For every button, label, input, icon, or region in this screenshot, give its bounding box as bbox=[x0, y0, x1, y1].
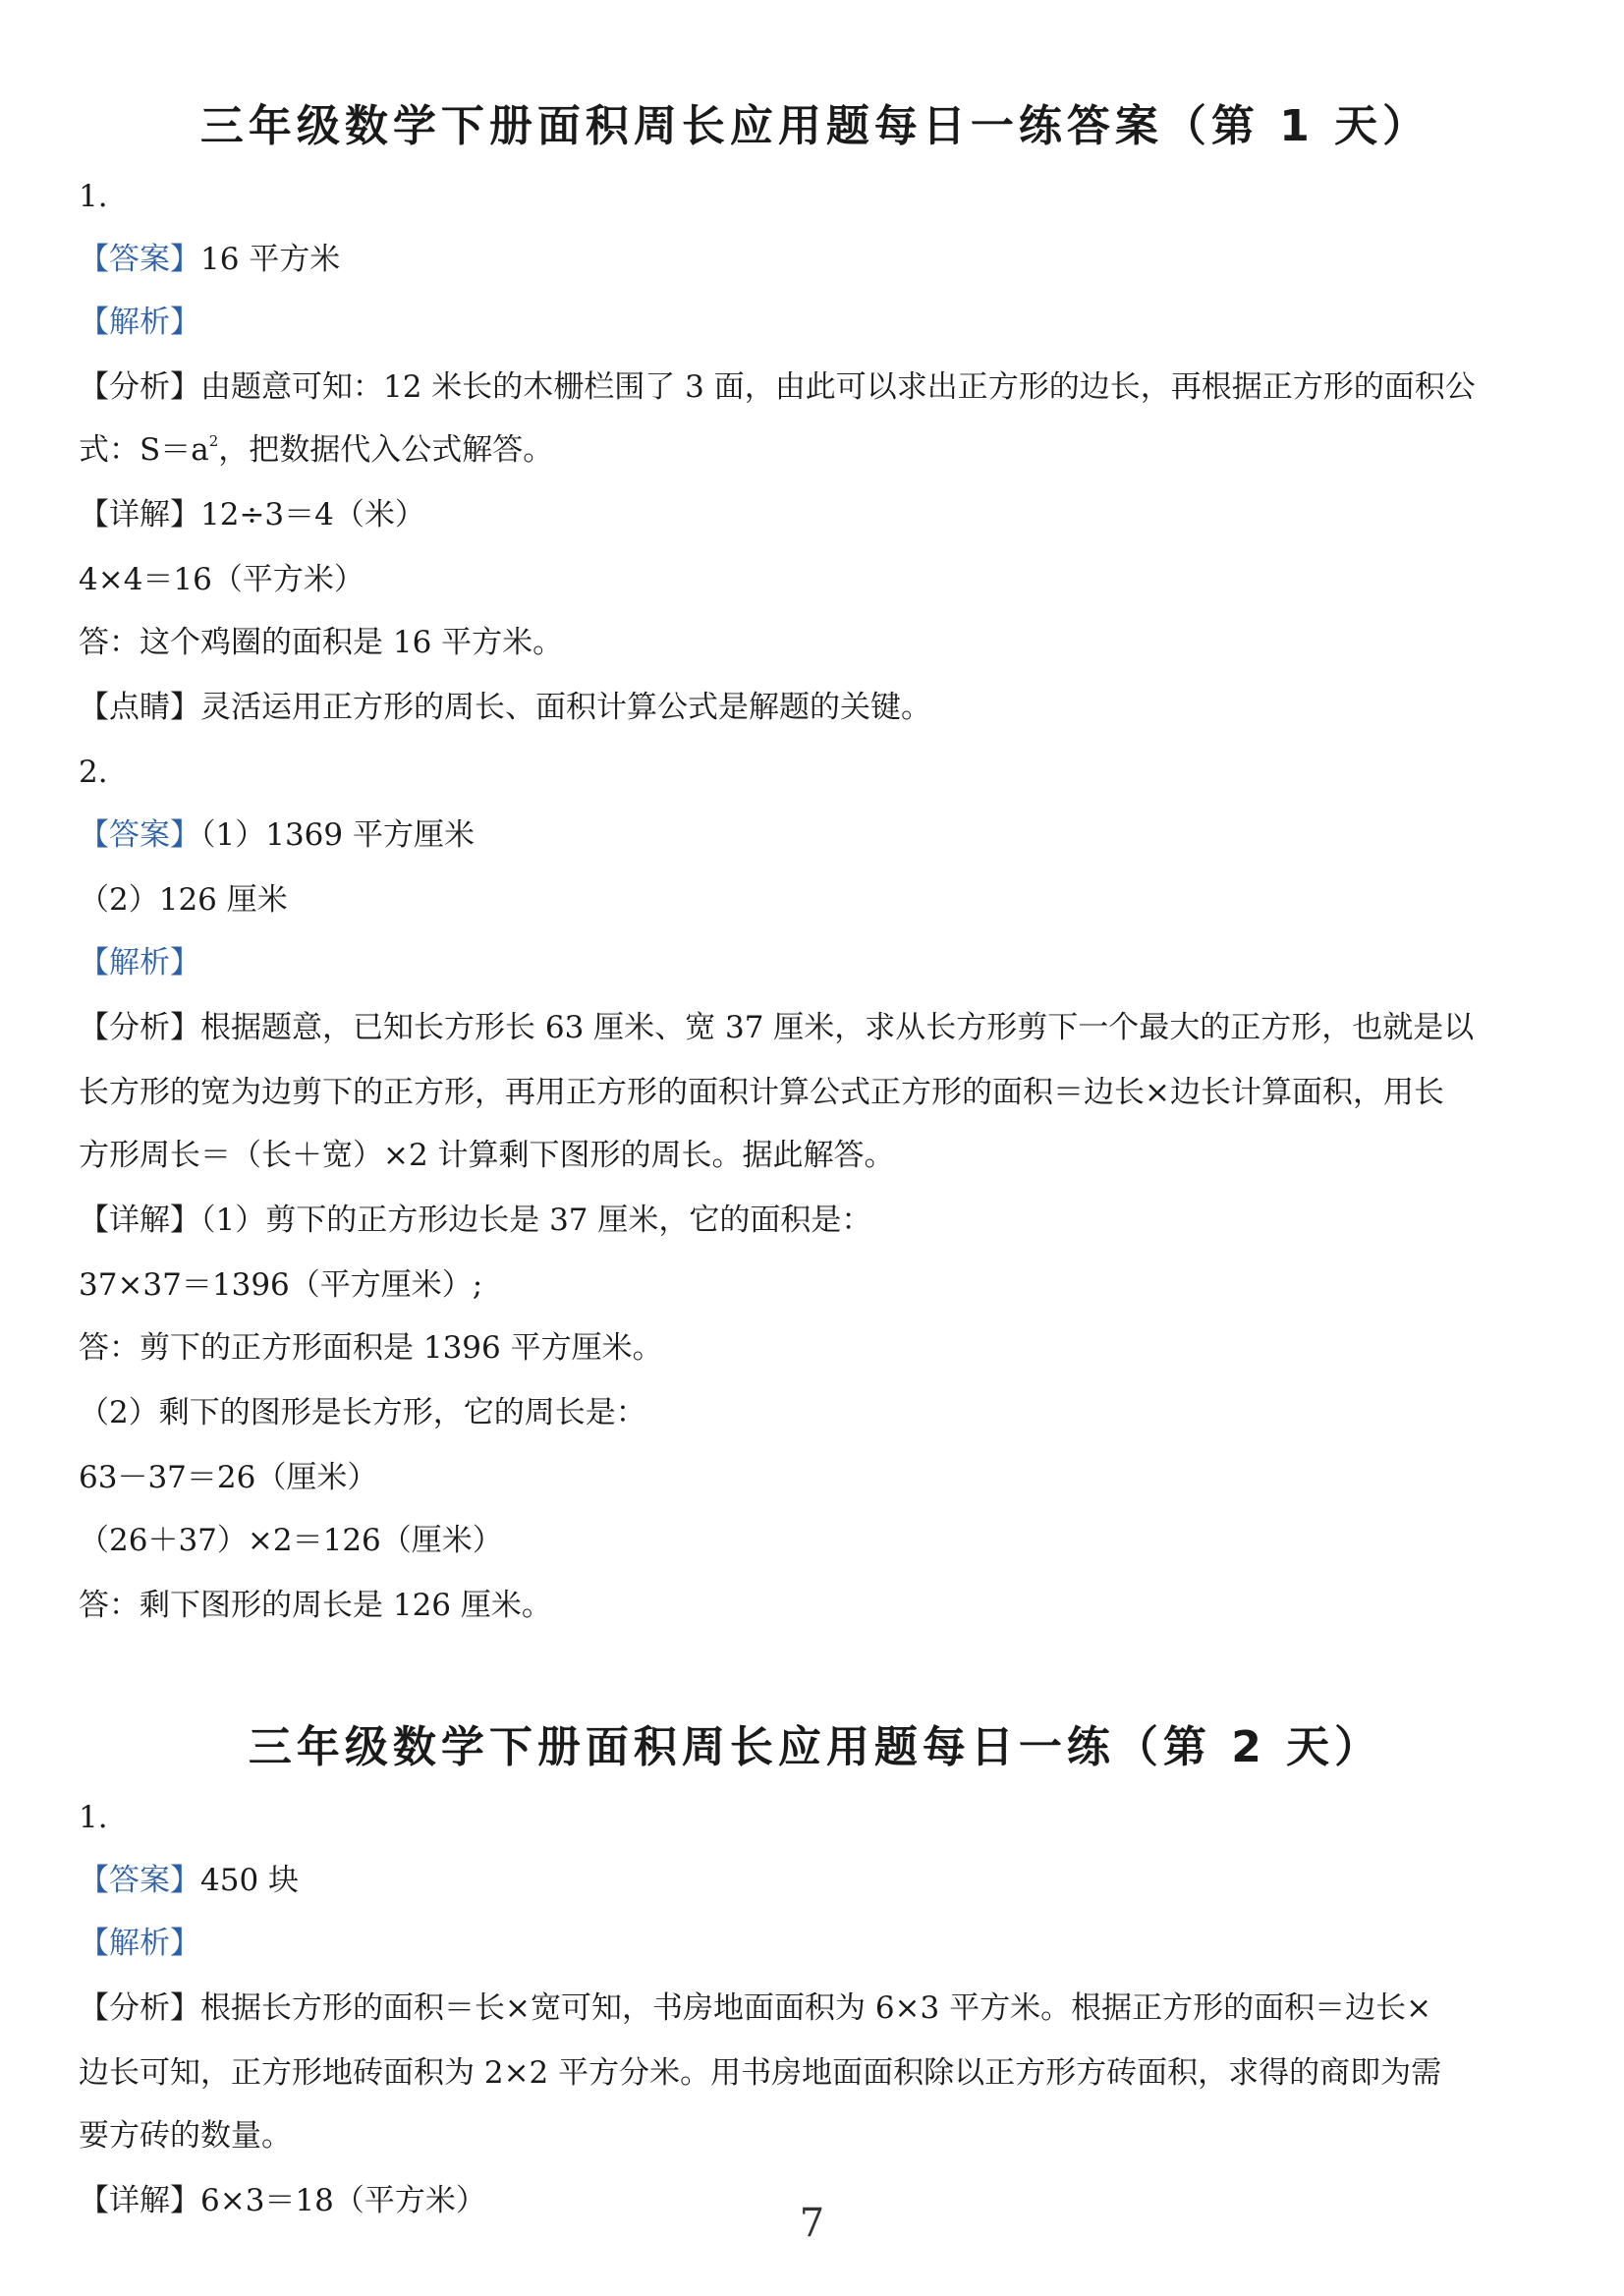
dianjing-text: 灵活运用正方形的周长、面积计算公式是解题的关键。 bbox=[200, 690, 931, 725]
xiangjie-text: （1）剪下的正方形边长是 37 厘米，它的面积是： bbox=[200, 1203, 872, 1238]
fenxi-text: 由题意可知：12 米长的木栅栏围了 3 面，由此可以求出正方形的边长，再根据正方形的面积公 bbox=[200, 369, 1476, 405]
fenxi-line bbox=[79, 367, 1552, 407]
answer-line bbox=[79, 240, 1552, 279]
answer-text: （1）1369 平方厘米 bbox=[200, 817, 475, 853]
calc-line: （2）剩下的图形是长方形，它的周长是： bbox=[79, 1395, 646, 1430]
answer-statement: 答：剩下图形的周长是 126 厘米。 bbox=[79, 1588, 552, 1623]
fenxi-line-2 bbox=[79, 430, 1552, 470]
jiexi-tag: 【解析】 bbox=[79, 305, 200, 340]
xiangjie-tag: 【详解】 bbox=[79, 2183, 200, 2218]
calc-line: 63－37＝26（厘米） bbox=[79, 1460, 378, 1495]
fenxi-text: 式：S＝a bbox=[79, 432, 209, 468]
answer-line bbox=[79, 815, 1552, 855]
answer-tag: 【答案】 bbox=[79, 242, 200, 277]
calc-line: 4×4＝16（平方米） bbox=[79, 562, 364, 597]
jiexi-line bbox=[79, 303, 1552, 342]
xiangjie-text: 6×3＝18（平方米） bbox=[200, 2183, 486, 2218]
fenxi-text: 根据题意，已知长方形长 63 厘米、宽 37 厘米，求从长方形剪下一个最大的正方形，也就是以 bbox=[200, 1010, 1475, 1045]
question-number: 1. bbox=[79, 1800, 108, 1835]
xiangjie-text: 12÷3＝4（米） bbox=[200, 497, 425, 532]
answer-line bbox=[79, 1861, 1552, 1900]
fenxi-tag: 【分析】 bbox=[79, 1990, 200, 2026]
fenxi-line-2: 边长可知，正方形地砖面积为 2×2 平方分米。用书房地面面积除以正方形方砖面积，求得的商即为需 bbox=[79, 2055, 1442, 2091]
calc-line: （26＋37）×2＝126（厘米） bbox=[79, 1523, 503, 1558]
fenxi-line-3: 要方砖的数量。 bbox=[79, 2118, 292, 2154]
dianjing-line bbox=[79, 688, 1552, 727]
dianjing-tag: 【点睛】 bbox=[79, 690, 200, 725]
xiangjie-line bbox=[79, 495, 1552, 534]
jiexi-line bbox=[79, 943, 1552, 982]
fenxi-line-3: 方形周长＝（长＋宽）×2 计算剩下图形的周长。据此解答。 bbox=[79, 1138, 895, 1173]
answer-statement: 答：这个鸡圈的面积是 16 平方米。 bbox=[79, 625, 564, 660]
jiexi-tag: 【解析】 bbox=[79, 1926, 200, 1961]
question-number: 2. bbox=[79, 755, 108, 790]
section-1-title: 三年级数学下册面积周长应用题每日一练答案（第 1 天） bbox=[199, 101, 1431, 151]
xiangjie-line bbox=[79, 1201, 1552, 1240]
answer-tag: 【答案】 bbox=[79, 1863, 200, 1898]
question-number: 1. bbox=[79, 179, 108, 214]
page-number: 7 bbox=[799, 2201, 825, 2246]
answer-text: 450 块 bbox=[200, 1863, 300, 1898]
fenxi-text: ，把数据代入公式解答。 bbox=[218, 432, 554, 468]
xiangjie-tag: 【详解】 bbox=[79, 1203, 200, 1238]
answer-text: 16 平方米 bbox=[200, 242, 341, 277]
section-2-title: 三年级数学下册面积周长应用题每日一练（第 2 天） bbox=[248, 1722, 1383, 1772]
xiangjie-tag: 【详解】 bbox=[79, 497, 200, 532]
fenxi-text: 根据长方形的面积＝长×宽可知，书房地面面积为 6×3 平方米。根据正方形的面积＝边长× bbox=[200, 1990, 1432, 2026]
fenxi-line bbox=[79, 1988, 1552, 2028]
fenxi-line bbox=[79, 1008, 1552, 1047]
fenxi-line-2: 长方形的宽为边剪下的正方形，再用正方形的面积计算公式正方形的面积＝边长×边长计算面积，用长 bbox=[79, 1075, 1444, 1110]
calc-line: 37×37＝1396（平方厘米）; bbox=[79, 1267, 483, 1303]
superscript: 2 bbox=[208, 432, 219, 450]
answer-line-2: （2）126 厘米 bbox=[79, 882, 288, 918]
answer-statement: 答：剪下的正方形面积是 1396 平方厘米。 bbox=[79, 1330, 663, 1366]
answer-tag: 【答案】 bbox=[79, 817, 200, 853]
jiexi-tag: 【解析】 bbox=[79, 945, 200, 980]
fenxi-tag: 【分析】 bbox=[79, 369, 200, 405]
fenxi-tag: 【分析】 bbox=[79, 1010, 200, 1045]
jiexi-line bbox=[79, 1924, 1552, 1963]
